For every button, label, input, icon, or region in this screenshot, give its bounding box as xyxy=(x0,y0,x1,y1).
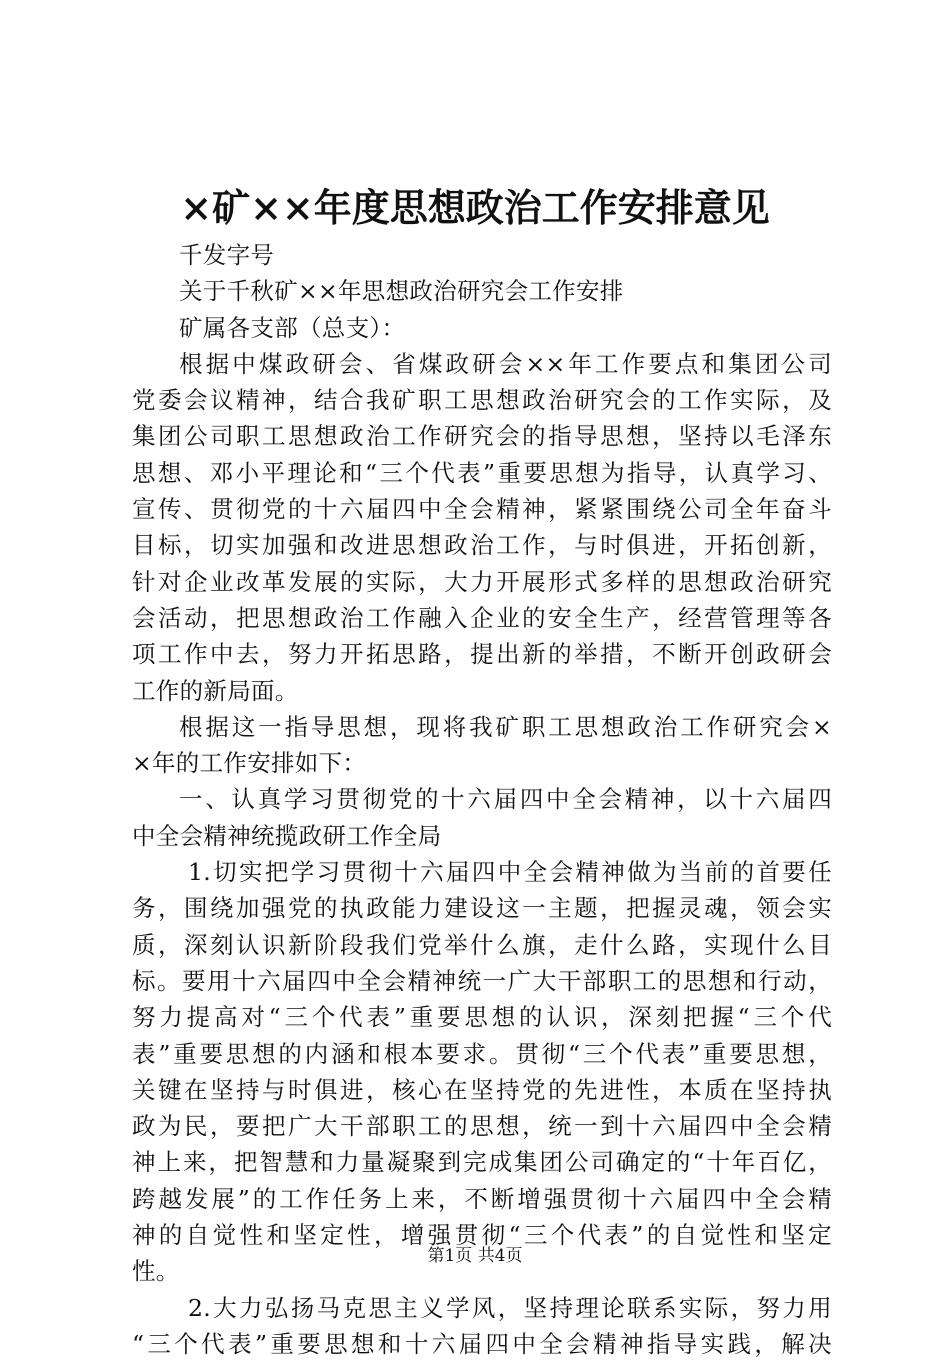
body-line: 千发字号 xyxy=(179,241,275,269)
document-title: ×矿××年度思想政治工作安排意见 xyxy=(180,185,770,230)
body-line: 性。 xyxy=(132,1257,180,1286)
body-line: 质，深刻认识新阶段我们党举什么旗，走什么路，实现什么目 xyxy=(132,930,832,959)
body-line: 神上来，把智慧和力量凝聚到完成集团公司确定的“十年百亿， xyxy=(132,1148,832,1177)
body-line: 务，围绕加强党的执政能力建设这一主题，把握灵魂，领会实 xyxy=(132,894,832,923)
body-line: 矿属各支部（总支）： xyxy=(179,313,406,342)
body-line: “三个代表”重要思想和十六届四中全会精神指导实践，解决 xyxy=(132,1329,832,1358)
body-line: 针对企业改革发展的实际，大力开展形式多样的思想政治研究 xyxy=(132,567,832,596)
body-line: 2.大力弘扬马克思主义学风，坚持理论联系实际，努力用 xyxy=(188,1293,832,1322)
body-line: 跨越发展”的工作任务上来，不断增强贯彻十六届四中全会精 xyxy=(132,1184,832,1213)
body-line: 思想、邓小平理论和“三个代表”重要思想为指导，认真学习、 xyxy=(132,458,832,487)
body-line: 表”重要思想的内涵和根本要求。贯彻“三个代表”重要思想， xyxy=(132,1039,832,1068)
body-line: 集团公司职工思想政治工作研究会的指导思想，坚持以毛泽东 xyxy=(132,422,832,451)
body-line: 目标，切实加强和改进思想政治工作，与时俱进，开拓创新， xyxy=(132,531,832,560)
body-line: 关于千秋矿××年思想政治研究会工作安排 xyxy=(179,277,624,306)
body-line: 项工作中去，努力开拓思路，提出新的举措，不断开创政研会 xyxy=(132,640,832,669)
page-footer: 第1页 共4页 xyxy=(427,1246,523,1266)
body-line: 宣传、贯彻党的十六届四中全会精神，紧紧围绕公司全年奋斗 xyxy=(132,495,832,524)
body-line: 努力提高对“三个代表”重要思想的认识，深刻把握“三个代 xyxy=(132,1003,833,1032)
document-body xyxy=(132,237,832,1362)
body-line: 关键在坚持与时俱进，核心在坚持党的先进性，本质在坚持执 xyxy=(132,1075,832,1104)
body-line: 政为民，要把广大干部职工的思想，统一到十六届四中全会精 xyxy=(132,1112,832,1141)
body-line: 工作的新局面。 xyxy=(132,676,299,705)
body-line: 一、认真学习贯彻党的十六届四中全会精神，以十六届四 xyxy=(179,785,832,814)
body-line: 根据这一指导思想，现将我矿职工思想政治工作研究会× xyxy=(179,712,832,741)
body-line: 神的自觉性和坚定性，增强贯彻“三个代表”的自觉性和坚定 xyxy=(132,1221,832,1250)
body-line: 会活动，把思想政治工作融入企业的安全生产，经营管理等各 xyxy=(132,603,832,632)
body-line: 根据中煤政研会、省煤政研会××年工作要点和集团公司 xyxy=(179,349,832,378)
body-line: 党委会议精神，结合我矿职工思想政治研究会的工作实际，及 xyxy=(132,386,832,415)
body-line: 标。要用十六届四中全会精神统一广大干部职工的思想和行动， xyxy=(132,966,832,995)
body-line: 1.切实把学习贯彻十六届四中全会精神做为当前的首要任 xyxy=(188,858,832,887)
body-line: ×年的工作安排如下： xyxy=(132,749,367,778)
body-line: 中全会精神统揽政研工作全局 xyxy=(132,821,442,850)
